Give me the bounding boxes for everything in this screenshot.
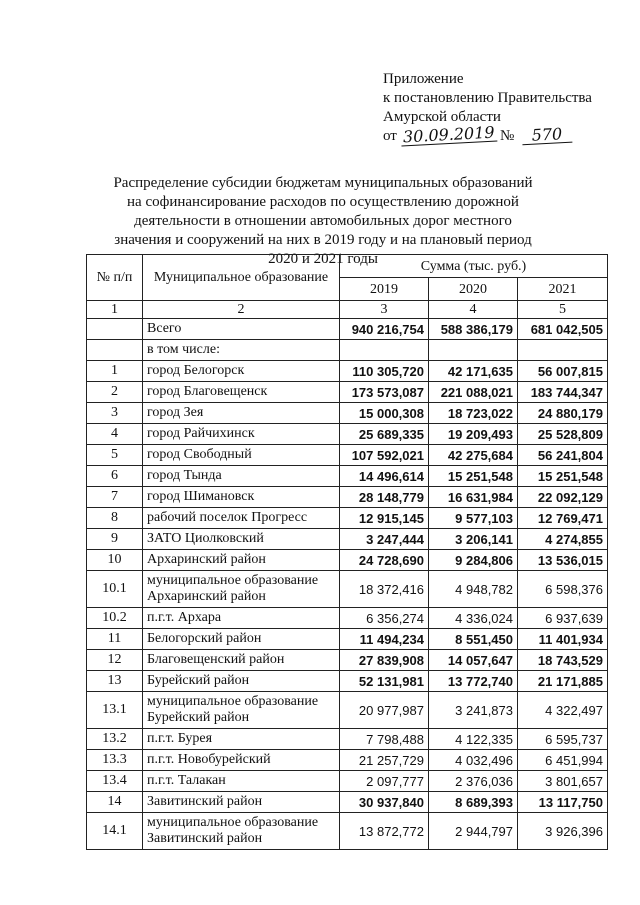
row-value-2021: 6 937,639	[518, 608, 608, 629]
appendix-line-2: к постановлению Правительства	[383, 90, 592, 106]
row-value-2021: 25 528,809	[518, 424, 608, 445]
row-number: 7	[87, 487, 143, 508]
document-title: Распределение субсидии бюджетам муниципальных образований на софинансирование расходов по осуществлению дорожной деятельности в отношении автомобильных дорог местного значения и сооружений на них в 2019 году и на плановый период 2020 и 2021 годы	[113, 175, 533, 267]
row-value-2019: 28 148,779	[340, 487, 429, 508]
row-number: 14	[87, 792, 143, 813]
row-value-2020: 19 209,493	[429, 424, 518, 445]
row-value-2021: 13 117,750	[518, 792, 608, 813]
row-number: 6	[87, 466, 143, 487]
row-municipality: город Зея	[143, 403, 340, 424]
header-number: № п/п	[87, 255, 143, 301]
row-value-2020: 8 551,450	[429, 629, 518, 650]
column-number: 5	[518, 301, 608, 319]
row-value-2019: 27 839,908	[340, 650, 429, 671]
table-row	[87, 729, 608, 750]
row-value-2020: 221 088,021	[429, 382, 518, 403]
row-value-2019: 30 937,840	[340, 792, 429, 813]
table-row	[87, 529, 608, 550]
row-municipality: город Благовещенск	[143, 382, 340, 403]
row-municipality: Завитинский район	[143, 792, 340, 813]
table-row	[87, 629, 608, 650]
row-value-2021: 183 744,347	[518, 382, 608, 403]
appendix-date-line	[383, 122, 623, 147]
table-row	[87, 550, 608, 571]
row-number: 4	[87, 424, 143, 445]
row-value-2021: 6 451,994	[518, 750, 608, 771]
row-number: 8	[87, 508, 143, 529]
including-row	[87, 340, 608, 361]
row-number: 13.1	[87, 692, 143, 729]
row-municipality: Архаринский район	[143, 550, 340, 571]
row-number: 11	[87, 629, 143, 650]
row-value-2021: 15 251,548	[518, 466, 608, 487]
row-value-2020: 2 376,036	[429, 771, 518, 792]
row-value-2021: 4 274,855	[518, 529, 608, 550]
table-row	[87, 750, 608, 771]
row-value-2019: 7 798,488	[340, 729, 429, 750]
row-value-2020: 4 032,496	[429, 750, 518, 771]
row-number: 1	[87, 361, 143, 382]
table-row	[87, 671, 608, 692]
table-row	[87, 361, 608, 382]
row-number: 13.4	[87, 771, 143, 792]
row-value-2020: 2 944,797	[429, 813, 518, 850]
row-value-2019: 20 977,987	[340, 692, 429, 729]
row-value-2020: 3 206,141	[429, 529, 518, 550]
table-row	[87, 508, 608, 529]
row-municipality: муниципальное образование Завитинский район	[143, 813, 340, 850]
row-municipality: город Свободный	[143, 445, 340, 466]
table-row	[87, 445, 608, 466]
row-municipality: город Райчихинск	[143, 424, 340, 445]
total-row	[87, 319, 608, 340]
row-value-2020: 42 275,684	[429, 445, 518, 466]
header-year-2021: 2021	[518, 278, 608, 301]
row-number: 10	[87, 550, 143, 571]
row-value-2019: 18 372,416	[340, 571, 429, 608]
table-row	[87, 424, 608, 445]
row-value-2019: 110 305,720	[340, 361, 429, 382]
total-label: Всего	[143, 319, 340, 340]
table-row	[87, 466, 608, 487]
row-value-2020: 18 723,022	[429, 403, 518, 424]
row-municipality: город Белогорск	[143, 361, 340, 382]
row-value-2020: 42 171,635	[429, 361, 518, 382]
row-value-2020: 8 689,393	[429, 792, 518, 813]
row-value-2021: 18 743,529	[518, 650, 608, 671]
row-municipality: муниципальное образование Бурейский район	[143, 692, 340, 729]
row-value-2019: 13 872,772	[340, 813, 429, 850]
row-municipality: п.г.т. Бурея	[143, 729, 340, 750]
row-value-2019: 14 496,614	[340, 466, 429, 487]
column-number: 3	[340, 301, 429, 319]
row-municipality: рабочий поселок Прогресс	[143, 508, 340, 529]
row-number: 12	[87, 650, 143, 671]
total-2020: 588 386,179	[429, 319, 518, 340]
row-value-2021: 22 092,129	[518, 487, 608, 508]
row-number: 9	[87, 529, 143, 550]
table-row	[87, 771, 608, 792]
table-row	[87, 487, 608, 508]
row-value-2020: 3 241,873	[429, 692, 518, 729]
row-value-2021: 21 171,885	[518, 671, 608, 692]
row-value-2020: 4 948,782	[429, 571, 518, 608]
table-row	[87, 813, 608, 850]
row-value-2020: 4 122,335	[429, 729, 518, 750]
header-year-2020: 2020	[429, 278, 518, 301]
row-value-2021: 56 241,804	[518, 445, 608, 466]
row-municipality: п.г.т. Архара	[143, 608, 340, 629]
total-2021: 681 042,505	[518, 319, 608, 340]
subsidy-table	[86, 254, 608, 850]
header-year-2019: 2019	[340, 278, 429, 301]
row-value-2019: 107 592,021	[340, 445, 429, 466]
including-label: в том числе:	[143, 340, 340, 361]
row-value-2019: 21 257,729	[340, 750, 429, 771]
appendix-line-3: Амурской области	[383, 109, 501, 125]
row-value-2020: 13 772,740	[429, 671, 518, 692]
row-value-2019: 25 689,335	[340, 424, 429, 445]
row-value-2020: 15 251,548	[429, 466, 518, 487]
row-value-2021: 6 598,376	[518, 571, 608, 608]
row-value-2019: 6 356,274	[340, 608, 429, 629]
column-number: 1	[87, 301, 143, 319]
row-value-2021: 56 007,815	[518, 361, 608, 382]
row-value-2021: 3 926,396	[518, 813, 608, 850]
row-number: 14.1	[87, 813, 143, 850]
table-row	[87, 403, 608, 424]
row-value-2021: 3 801,657	[518, 771, 608, 792]
row-number: 2	[87, 382, 143, 403]
table-row	[87, 692, 608, 729]
row-value-2021: 11 401,934	[518, 629, 608, 650]
row-value-2021: 24 880,179	[518, 403, 608, 424]
column-number: 2	[143, 301, 340, 319]
row-number: 3	[87, 403, 143, 424]
table-row	[87, 382, 608, 403]
row-number: 13.3	[87, 750, 143, 771]
row-value-2019: 15 000,308	[340, 403, 429, 424]
appendix-line-1: Приложение	[383, 71, 464, 87]
appendix-block	[383, 70, 623, 146]
row-municipality: п.г.т. Талакан	[143, 771, 340, 792]
row-municipality: муниципальное образование Архаринский район	[143, 571, 340, 608]
row-value-2021: 13 536,015	[518, 550, 608, 571]
row-value-2019: 2 097,777	[340, 771, 429, 792]
date-prefix: от	[383, 128, 397, 144]
table-row	[87, 650, 608, 671]
row-value-2019: 52 131,981	[340, 671, 429, 692]
column-numbers-row	[87, 301, 608, 319]
row-value-2021: 4 322,497	[518, 692, 608, 729]
row-value-2020: 16 631,984	[429, 487, 518, 508]
row-value-2019: 12 915,145	[340, 508, 429, 529]
handwritten-number: 570	[522, 126, 573, 146]
row-number: 10.1	[87, 571, 143, 608]
number-prefix: №	[499, 128, 515, 144]
row-municipality: город Тында	[143, 466, 340, 487]
total-2019: 940 216,754	[340, 319, 429, 340]
row-value-2020: 9 284,806	[429, 550, 518, 571]
row-value-2019: 173 573,087	[340, 382, 429, 403]
row-municipality: п.г.т. Новобурейский	[143, 750, 340, 771]
row-municipality: Белогорский район	[143, 629, 340, 650]
row-value-2021: 6 595,737	[518, 729, 608, 750]
row-number: 10.2	[87, 608, 143, 629]
row-number: 5	[87, 445, 143, 466]
table-row	[87, 571, 608, 608]
row-municipality: город Шимановск	[143, 487, 340, 508]
row-value-2019: 11 494,234	[340, 629, 429, 650]
row-number: 13	[87, 671, 143, 692]
row-value-2020: 4 336,024	[429, 608, 518, 629]
row-value-2020: 9 577,103	[429, 508, 518, 529]
row-municipality: Благовещенский район	[143, 650, 340, 671]
row-number: 13.2	[87, 729, 143, 750]
row-value-2019: 3 247,444	[340, 529, 429, 550]
row-value-2020: 14 057,647	[429, 650, 518, 671]
header-sum: Сумма (тыс. руб.)	[340, 255, 608, 278]
table-row	[87, 608, 608, 629]
header-municipality: Муниципальное образование	[143, 255, 340, 301]
table-row	[87, 792, 608, 813]
row-municipality: Бурейский район	[143, 671, 340, 692]
row-value-2019: 24 728,690	[340, 550, 429, 571]
row-municipality: ЗАТО Циолковский	[143, 529, 340, 550]
column-number: 4	[429, 301, 518, 319]
handwritten-date: 30.09.2019	[402, 122, 495, 147]
row-value-2021: 12 769,471	[518, 508, 608, 529]
